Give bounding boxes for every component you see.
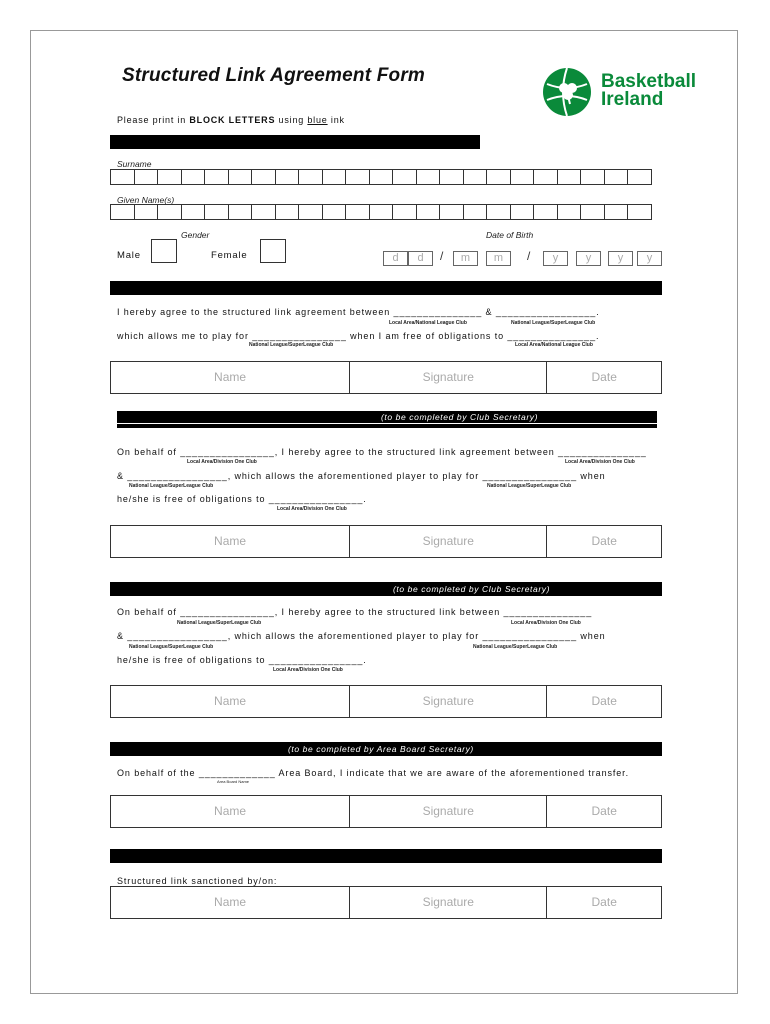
letter-box[interactable] bbox=[110, 169, 135, 185]
section2-underline bbox=[117, 424, 657, 428]
letter-box[interactable] bbox=[533, 204, 558, 220]
letter-box[interactable] bbox=[557, 169, 582, 185]
section2-sub2a: National League/SuperLeague Club bbox=[129, 483, 214, 489]
section-bar-area-board bbox=[110, 742, 662, 756]
gender-label: Gender bbox=[181, 230, 210, 240]
letter-box[interactable] bbox=[157, 169, 182, 185]
basketball-ireland-logo bbox=[541, 66, 697, 123]
section3-line1: On behalf of ________________, I hereby agree to the structured link between _______________ bbox=[117, 607, 593, 617]
letter-box[interactable] bbox=[392, 169, 417, 185]
section5-date-field[interactable]: Date bbox=[591, 895, 617, 909]
letter-box[interactable] bbox=[345, 169, 370, 185]
letter-box[interactable] bbox=[604, 169, 629, 185]
dob-month-2[interactable]: m bbox=[486, 251, 511, 266]
section4-signature-row bbox=[110, 795, 662, 828]
given-names-label: Given Name(s) bbox=[117, 195, 175, 205]
dob-year-4[interactable]: y bbox=[637, 251, 662, 266]
surname-grid[interactable] bbox=[110, 169, 651, 185]
player-agreement-line2: which allows me to play for ________________ when I am free of obligations to _______________. bbox=[117, 331, 600, 341]
instruction-text: Please print in BLOCK LETTERS using blue ink bbox=[117, 115, 345, 125]
letter-box[interactable] bbox=[463, 204, 488, 220]
player-date-field[interactable]: Date bbox=[591, 370, 617, 384]
section4-header: (to be completed by Area Board Secretary) bbox=[288, 744, 474, 754]
letter-box[interactable] bbox=[275, 204, 300, 220]
letter-box[interactable] bbox=[134, 204, 159, 220]
letter-box[interactable] bbox=[392, 204, 417, 220]
dob-label: Date of Birth bbox=[486, 230, 534, 240]
section5-signature-row bbox=[110, 886, 662, 919]
player-sub2b: Local Area/National League Club bbox=[515, 342, 593, 348]
section4-date-field[interactable]: Date bbox=[591, 804, 617, 818]
letter-box[interactable] bbox=[204, 169, 229, 185]
section2-signature-row bbox=[110, 525, 662, 558]
section5-signature-field[interactable]: Signature bbox=[350, 887, 547, 918]
section-bar-player bbox=[110, 281, 662, 295]
letter-box[interactable] bbox=[322, 204, 347, 220]
section2-line2: & _________________, which allows the aforementioned player to play for ________________ when bbox=[117, 471, 606, 481]
letter-box[interactable] bbox=[580, 204, 605, 220]
letter-box[interactable] bbox=[322, 169, 347, 185]
section3-date-field[interactable]: Date bbox=[591, 694, 617, 708]
letter-box[interactable] bbox=[627, 204, 652, 220]
player-sub2a: National League/SuperLeague Club bbox=[249, 342, 334, 348]
male-label: Male bbox=[117, 250, 141, 261]
letter-box[interactable] bbox=[369, 169, 394, 185]
letter-box[interactable] bbox=[204, 204, 229, 220]
section2-sub1b: Local Area/Division One Club bbox=[565, 459, 635, 465]
section4-sub1: Area Board Name bbox=[217, 779, 250, 784]
section2-sub1a: Local Area/Division One Club bbox=[187, 459, 257, 465]
letter-box[interactable] bbox=[463, 169, 488, 185]
letter-box[interactable] bbox=[439, 204, 464, 220]
female-label: Female bbox=[211, 250, 248, 261]
player-name-field[interactable]: Name bbox=[111, 362, 350, 393]
section2-sub2b: National League/SuperLeague Club bbox=[487, 483, 572, 489]
section3-sub2a: National League/SuperLeague Club bbox=[129, 644, 214, 650]
player-signature-row bbox=[110, 361, 662, 394]
logo-line2: Ireland bbox=[601, 89, 664, 110]
section-bar-club-secretary-1 bbox=[117, 411, 657, 423]
letter-box[interactable] bbox=[134, 169, 159, 185]
letter-box[interactable] bbox=[110, 204, 135, 220]
letter-box[interactable] bbox=[251, 204, 276, 220]
section-bar-club-secretary-2 bbox=[110, 582, 662, 596]
letter-box[interactable] bbox=[228, 169, 253, 185]
form-title: Structured Link Agreement Form bbox=[122, 65, 426, 86]
section-bar-sanction bbox=[110, 849, 662, 863]
section4-signature-field[interactable]: Signature bbox=[350, 796, 547, 827]
basketball-shamrock-icon bbox=[541, 66, 593, 118]
letter-box[interactable] bbox=[533, 169, 558, 185]
section3-sub1a: National League/SuperLeague Club bbox=[177, 620, 262, 626]
section-bar-personal bbox=[110, 135, 480, 149]
letter-box[interactable] bbox=[298, 169, 323, 185]
logo-line1: Basketball bbox=[601, 71, 697, 92]
letter-box[interactable] bbox=[275, 169, 300, 185]
letter-box[interactable] bbox=[298, 204, 323, 220]
dob-day-2[interactable]: d bbox=[408, 251, 433, 266]
letter-box[interactable] bbox=[369, 204, 394, 220]
section3-sub3: Local Area/Division One Club bbox=[273, 667, 343, 673]
section5-line1: Structured link sanctioned by/on: bbox=[117, 876, 278, 886]
section2-line1: On behalf of ________________, I hereby agree to the structured link agreement between _______________ bbox=[117, 447, 647, 457]
dob-year-1[interactable]: y bbox=[543, 251, 568, 266]
letter-box[interactable] bbox=[251, 169, 276, 185]
player-sub1b: National League/SuperLeague Club bbox=[511, 320, 596, 326]
player-sub1a: Local Area/National League Club bbox=[389, 320, 467, 326]
letter-box[interactable] bbox=[181, 204, 206, 220]
section5-name-field[interactable]: Name bbox=[111, 887, 350, 918]
surname-label: Surname bbox=[117, 159, 152, 169]
section2-date-field[interactable]: Date bbox=[591, 534, 617, 548]
section3-name-field[interactable]: Name bbox=[111, 686, 350, 717]
dob-year-2[interactable]: y bbox=[576, 251, 601, 266]
dob-month-1[interactable]: m bbox=[453, 251, 478, 266]
section3-line3: he/she is free of obligations to ________________. bbox=[117, 655, 367, 665]
section3-signature-row bbox=[110, 685, 662, 718]
letter-box[interactable] bbox=[157, 204, 182, 220]
letter-box[interactable] bbox=[228, 204, 253, 220]
player-signature-field[interactable]: Signature bbox=[350, 362, 547, 393]
section3-sub1b: Local Area/Division One Club bbox=[511, 620, 581, 626]
letter-box[interactable] bbox=[510, 169, 535, 185]
letter-box[interactable] bbox=[345, 204, 370, 220]
section2-name-field[interactable]: Name bbox=[111, 526, 350, 557]
player-agreement-line1: I hereby agree to the structured link agreement between _______________ & _________________. bbox=[117, 307, 600, 317]
letter-box[interactable] bbox=[580, 169, 605, 185]
letter-box[interactable] bbox=[627, 169, 652, 185]
letter-box[interactable] bbox=[604, 204, 629, 220]
dob-separator-1: / bbox=[440, 249, 444, 263]
section2-header: (to be completed by Club Secretary) bbox=[381, 412, 539, 422]
letter-box[interactable] bbox=[439, 169, 464, 185]
dob-separator-2: / bbox=[527, 249, 531, 263]
letter-box[interactable] bbox=[416, 169, 441, 185]
letter-box[interactable] bbox=[416, 204, 441, 220]
letter-box[interactable] bbox=[181, 169, 206, 185]
section3-signature-field[interactable]: Signature bbox=[350, 686, 547, 717]
male-checkbox[interactable] bbox=[151, 239, 177, 263]
section4-line1: On behalf of the _____________ Area Board, I indicate that we are aware of the aforementioned transfer. bbox=[117, 768, 629, 778]
letter-box[interactable] bbox=[557, 204, 582, 220]
form-page bbox=[30, 30, 738, 994]
dob-day-1[interactable]: d bbox=[383, 251, 408, 266]
section3-header: (to be completed by Club Secretary) bbox=[393, 584, 551, 594]
section3-line2: & _________________, which allows the aforementioned player to play for ________________ when bbox=[117, 631, 606, 641]
section4-name-field[interactable]: Name bbox=[111, 796, 350, 827]
letter-box[interactable] bbox=[486, 204, 511, 220]
letter-box[interactable] bbox=[510, 204, 535, 220]
given-names-grid[interactable] bbox=[110, 204, 651, 220]
letter-box[interactable] bbox=[486, 169, 511, 185]
section3-sub2b: National League/SuperLeague Club bbox=[473, 644, 558, 650]
dob-year-3[interactable]: y bbox=[608, 251, 633, 266]
section2-sub3: Local Area/Division One Club bbox=[277, 506, 347, 512]
section2-signature-field[interactable]: Signature bbox=[350, 526, 547, 557]
section2-line3: he/she is free of obligations to ________________. bbox=[117, 494, 367, 504]
female-checkbox[interactable] bbox=[260, 239, 286, 263]
